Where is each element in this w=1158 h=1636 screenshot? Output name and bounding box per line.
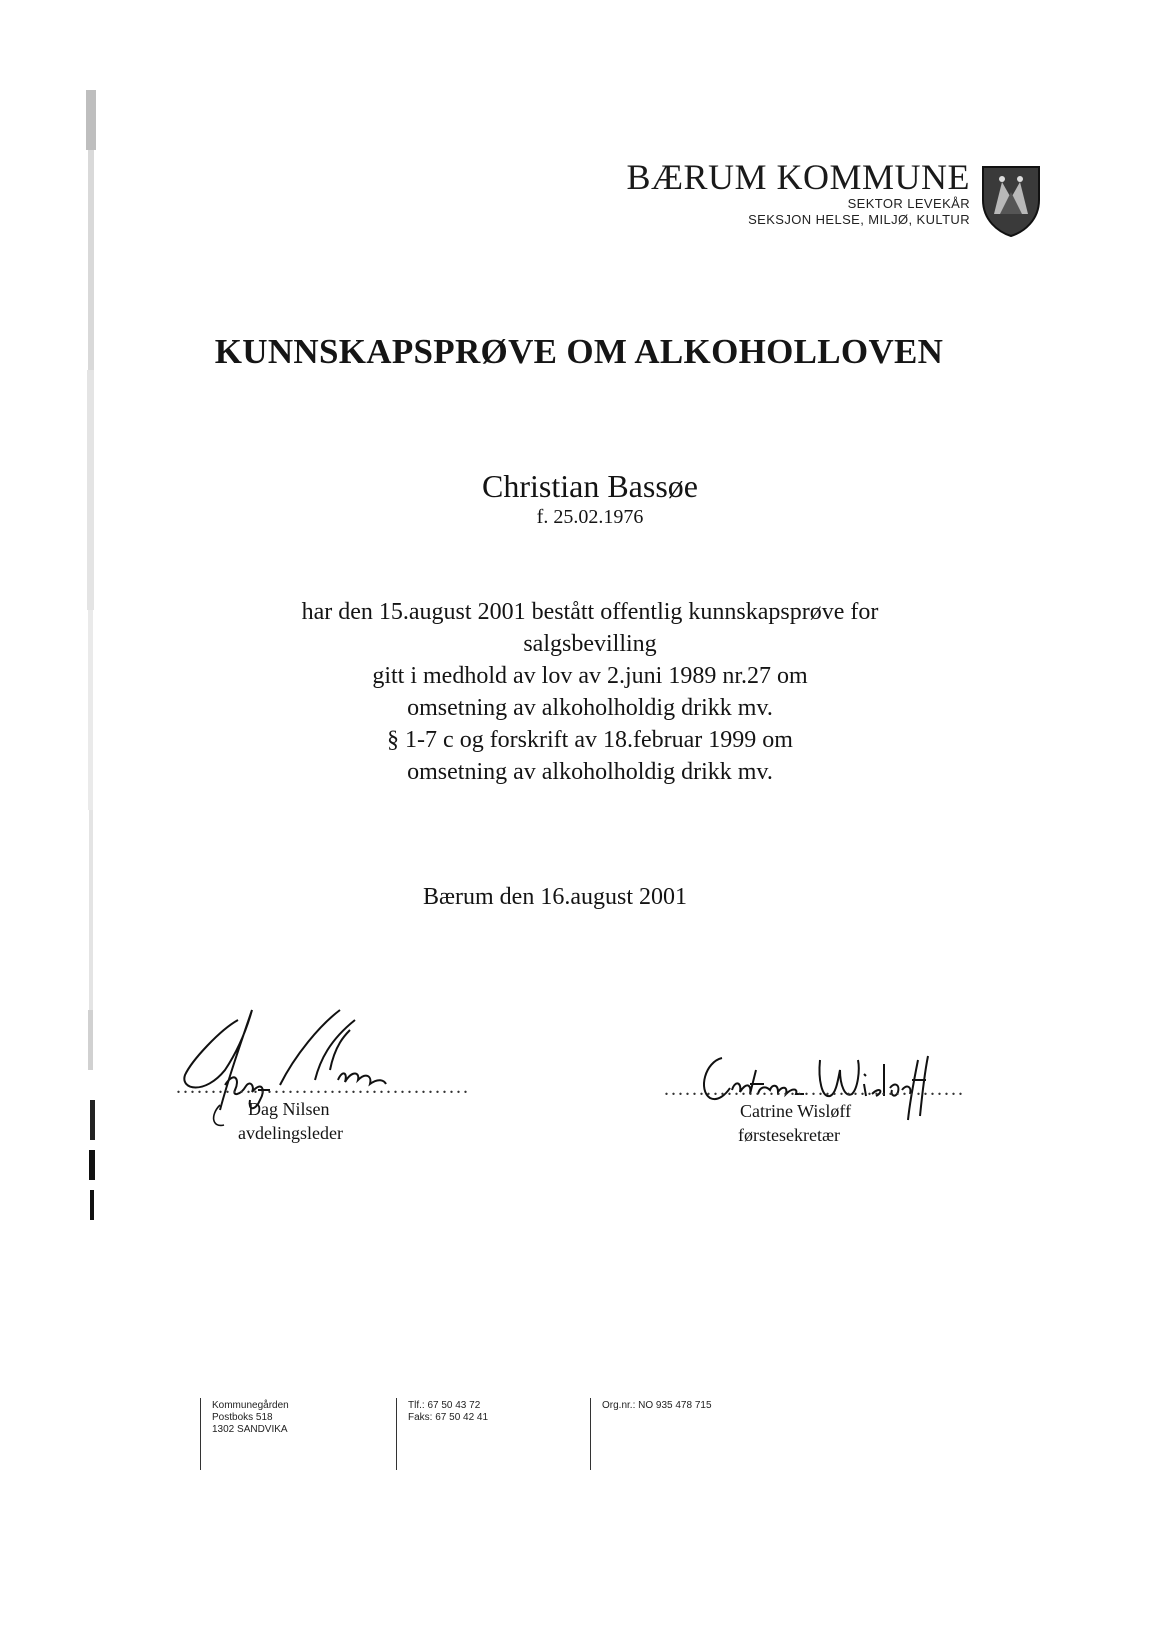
signer-role-left: avdelingsleder bbox=[238, 1123, 343, 1143]
body-line: har den 15.august 2001 bestått offentlig kunnskapsprøve for bbox=[301, 599, 879, 625]
footer-org-number: Org.nr.: NO 935 478 715 bbox=[602, 1400, 712, 1411]
place-date: Bærum den 16.august 2001 bbox=[423, 884, 687, 910]
org-name: BÆRUM KOMMUNE bbox=[626, 157, 970, 197]
recipient-dob: f. 25.02.1976 bbox=[536, 506, 644, 528]
scan-edge-artifact bbox=[78, 90, 112, 1220]
signature-line-left: .......................................... bbox=[176, 1076, 470, 1098]
footer-org bbox=[592, 1400, 712, 1412]
footer-address-line: 1302 SANDVIKA bbox=[212, 1424, 288, 1435]
body-line: omsetning av alkoholholdig drikk mv. bbox=[407, 759, 773, 785]
letterhead bbox=[626, 158, 970, 228]
footer-address bbox=[202, 1400, 289, 1436]
body-line: § 1-7 c og forskrift av 18.februar 1999 om bbox=[387, 727, 793, 753]
signer-role-right: førstesekretær bbox=[738, 1125, 840, 1145]
body-line: gitt i medhold av lov av 2.juni 1989 nr.27 om bbox=[372, 663, 808, 689]
municipal-crest-icon bbox=[980, 164, 1042, 238]
footer-address-line: Postboks 518 bbox=[212, 1412, 273, 1423]
signature-line-right: ........................................... bbox=[664, 1078, 965, 1100]
footer-divider bbox=[396, 1398, 397, 1470]
signer-name-right: Catrine Wisløff bbox=[740, 1101, 852, 1121]
section-name: SEKSJON HELSE, MILJØ, KULTUR bbox=[748, 212, 970, 227]
body-line: omsetning av alkoholholdig drikk mv. bbox=[407, 695, 773, 721]
recipient-name: Christian Bassøe bbox=[482, 468, 698, 504]
sector-name: SEKTOR LEVEKÅR bbox=[847, 196, 970, 211]
recipient-block bbox=[380, 468, 800, 530]
body-line: salgsbevilling bbox=[523, 631, 657, 657]
certificate-body bbox=[190, 596, 990, 788]
document-title: KUNNSKAPSPRØVE OM ALKOHOLLOVEN bbox=[214, 332, 944, 371]
footer-contact bbox=[398, 1400, 488, 1424]
signer-name-left: Dag Nilsen bbox=[248, 1099, 330, 1119]
footer-phone: Tlf.: 67 50 43 72 bbox=[408, 1400, 481, 1411]
footer-divider bbox=[200, 1398, 201, 1470]
footer-divider bbox=[590, 1398, 591, 1470]
footer-fax: Faks: 67 50 42 41 bbox=[408, 1412, 489, 1423]
footer-address-line: Kommunegården bbox=[212, 1400, 289, 1411]
